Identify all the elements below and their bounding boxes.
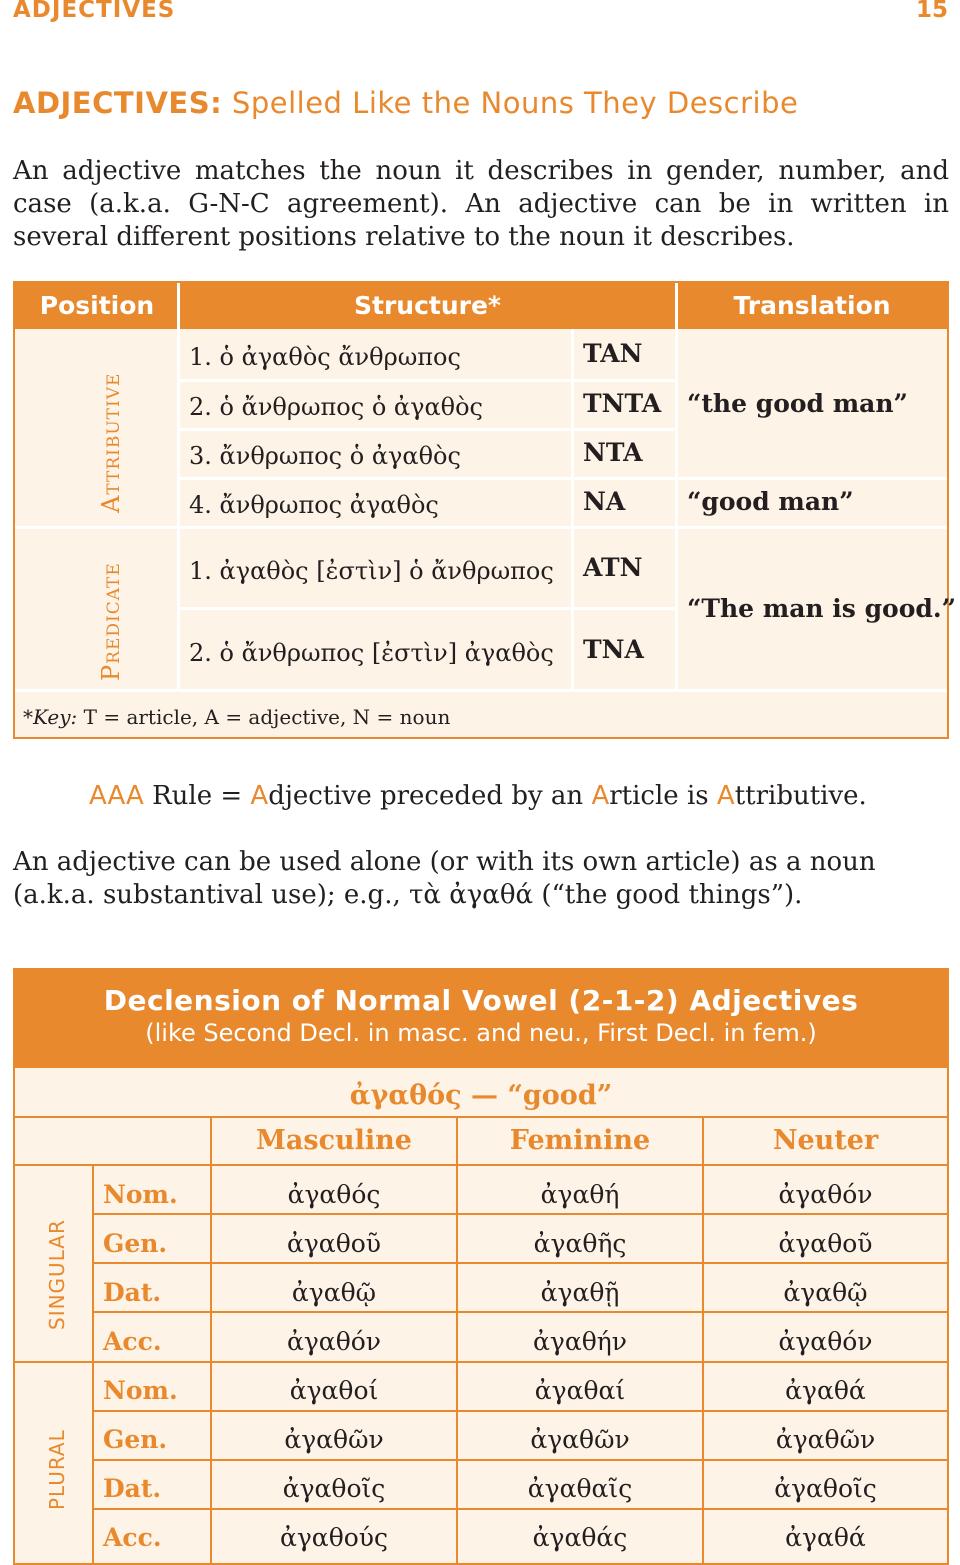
declension-title-bar	[15, 970, 947, 1068]
form-cell: ἀγαθοῦ	[286, 1229, 381, 1258]
table-key	[23, 705, 450, 729]
declension-subtitle: (like Second Decl. in masc. and neu., First Decl. in fem.)	[145, 1019, 817, 1047]
aaa-text: rticle is	[609, 781, 717, 811]
position-table-header	[15, 283, 947, 329]
header-divider	[675, 283, 678, 329]
structure-cell: 1. ὁ ἀγαθὸς ἄνθρωπος	[189, 343, 461, 371]
section-title	[13, 86, 798, 120]
gender-masculine: Masculine	[256, 1125, 412, 1156]
gender-neuter: Neuter	[772, 1125, 879, 1156]
case-label: Acc.	[103, 1523, 162, 1552]
header-position: Position	[39, 291, 155, 320]
aaa-text: djective preceded by an	[268, 781, 592, 811]
structure-code: NA	[583, 487, 626, 516]
section-title-bold: ADJECTIVES:	[13, 86, 223, 120]
position-table	[13, 281, 956, 739]
translation-cell: “The man is good.”	[687, 594, 956, 623]
row-divider	[675, 477, 947, 480]
row-line	[15, 1361, 947, 1363]
col-divider	[675, 329, 678, 691]
translation-cell: “the good man”	[687, 389, 908, 418]
form-cell: ἀγαθαί	[534, 1376, 626, 1405]
aaa-letter: A	[591, 781, 610, 811]
form-cell: ἀγαθῶν	[530, 1425, 630, 1454]
predicate-label: Predicate	[97, 562, 125, 681]
row-line	[93, 1459, 947, 1461]
col-divider	[571, 329, 574, 691]
form-cell: ἀγαθῆς	[533, 1229, 627, 1258]
structure-cell: 2. ὁ ἄνθρωπος [ἐστὶν] ἀγαθὸς	[189, 639, 554, 667]
form-cell: ἀγαθῶν	[284, 1425, 384, 1454]
row-divider	[177, 428, 675, 431]
aaa-letter: A	[250, 781, 269, 811]
page-header	[13, 0, 948, 26]
structure-code: TAN	[583, 339, 643, 368]
form-cell: ἀγαθῇ	[540, 1278, 620, 1307]
form-cell: ἀγαθούς	[279, 1523, 388, 1552]
row-line	[15, 1164, 947, 1166]
structure-cell: 1. ἀγαθὸς [ἐστὶν] ὁ ἄνθρωπος	[189, 557, 554, 585]
aaa-text: Rule =	[143, 781, 251, 811]
form-cell: ἀγαθοῖς	[774, 1474, 877, 1503]
form-cell: ἀγαθόν	[286, 1327, 381, 1356]
plural-label: PLURAL	[45, 1429, 69, 1510]
gender-feminine: Feminine	[509, 1125, 651, 1156]
lemma: ἀγαθός — “good”	[349, 1080, 613, 1111]
structure-cell: 4. ἄνθρωπος ἀγαθὸς	[189, 491, 439, 519]
key-divider	[15, 689, 947, 692]
structure-cell: 2. ὁ ἄνθρωπος ὁ ἀγαθὸς	[189, 393, 483, 421]
structure-code: NTA	[583, 438, 643, 467]
case-label: Dat.	[103, 1278, 162, 1307]
row-line	[15, 1116, 947, 1118]
case-label: Acc.	[103, 1327, 162, 1356]
declension-table	[13, 968, 949, 1565]
case-label: Dat.	[103, 1474, 162, 1503]
chapter-title: ADJECTIVES	[13, 0, 176, 23]
form-cell: ἀγαθά	[785, 1523, 866, 1552]
structure-code: TNTA	[583, 389, 662, 418]
form-cell: ἀγαθαῖς	[527, 1474, 633, 1503]
page-number: 15	[915, 0, 948, 23]
case-label: Gen.	[103, 1229, 168, 1258]
declension-title: Declension of Normal Vowel (2-1-2) Adjectives	[103, 984, 859, 1017]
section-divider	[15, 526, 947, 529]
key-text: T = article, A = adjective, N = noun	[77, 705, 451, 729]
aaa-prefix: AAA	[89, 781, 144, 811]
singular-label: SINGULAR	[45, 1219, 69, 1330]
case-label: Nom.	[103, 1180, 178, 1209]
form-cell: ἀγαθῷ	[291, 1278, 377, 1307]
row-divider	[177, 379, 675, 382]
key-label: *Key:	[23, 705, 78, 729]
translation-cell: “good man”	[687, 487, 854, 516]
substantival-paragraph: An adjective can be used alone (or with its own article) as a noun (a.k.a. substantival use); e.g., τὰ ἀγαθά (“the good things”).	[13, 847, 876, 910]
row-line	[93, 1508, 947, 1510]
row-line	[93, 1262, 947, 1264]
row-divider	[177, 607, 675, 610]
attributive-label: Attributive	[97, 372, 125, 513]
structure-code: ATN	[583, 553, 643, 582]
form-cell: ἀγαθόν	[778, 1327, 873, 1356]
case-label: Gen.	[103, 1425, 168, 1454]
col-divider	[177, 329, 180, 691]
form-cell: ἀγαθάς	[532, 1523, 628, 1552]
row-line	[93, 1311, 947, 1313]
aaa-rule	[89, 781, 867, 811]
form-cell: ἀγαθοί	[289, 1376, 379, 1405]
header-structure: Structure*	[353, 291, 501, 320]
form-cell: ἀγαθός	[287, 1180, 381, 1209]
header-translation: Translation	[733, 291, 891, 320]
aaa-text: ttributive.	[734, 781, 867, 811]
form-cell: ἀγαθή	[540, 1180, 620, 1209]
form-cell: ἀγαθῷ	[783, 1278, 868, 1307]
form-cell: ἀγαθήν	[533, 1327, 627, 1356]
structure-cell: 3. ἄνθρωπος ὁ ἀγαθὸς	[189, 442, 461, 470]
header-divider	[177, 283, 180, 329]
structure-code: TNA	[583, 635, 644, 664]
aaa-letter: A	[716, 781, 735, 811]
section-title-rest: Spelled Like the Nouns They Describe	[222, 86, 799, 120]
case-label: Nom.	[103, 1376, 178, 1405]
form-cell: ἀγαθοῖς	[282, 1474, 386, 1503]
form-cell: ἀγαθοῦ	[778, 1229, 873, 1258]
row-divider	[177, 477, 675, 480]
form-cell: ἀγαθόν	[778, 1180, 873, 1209]
form-cell: ἀγαθῶν	[775, 1425, 876, 1454]
col-line	[92, 1164, 94, 1563]
row-line	[93, 1213, 947, 1215]
row-line	[93, 1410, 947, 1412]
form-cell: ἀγαθά	[785, 1376, 866, 1405]
intro-paragraph: An adjective matches the noun it describes in gender, number, and case (a.k.a. G-N-C agreement). An adjective can be in written in several different positions relative to the noun it describes.	[13, 156, 949, 252]
